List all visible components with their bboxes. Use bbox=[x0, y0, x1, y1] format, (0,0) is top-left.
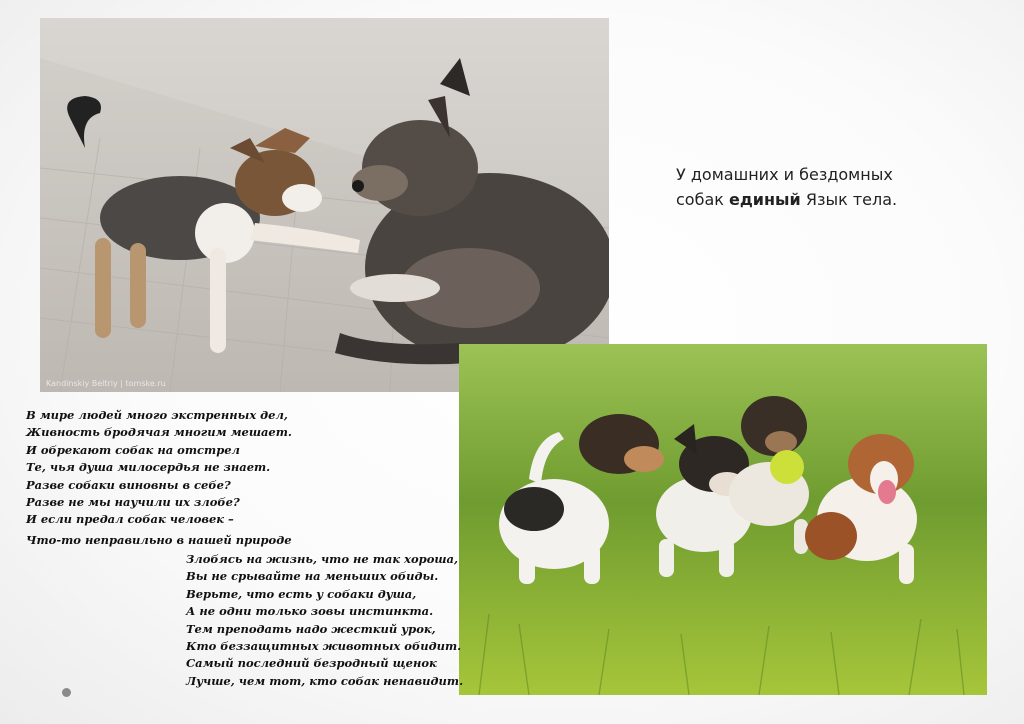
poem-part-1 bbox=[26, 407, 292, 549]
poem-line: Верьте, что есть у собаки душа, bbox=[186, 586, 417, 601]
caption-line-1: У домашних и бездомных bbox=[676, 165, 893, 184]
poem-line: В мире людей много экстренных дел, bbox=[26, 408, 288, 422]
poem-line: Лучше, чем тот, кто собак ненавидит. bbox=[186, 673, 464, 688]
poem-line: Самый последний безродный щенок bbox=[186, 656, 437, 671]
slide-bullet-dot bbox=[62, 688, 71, 697]
poem-line: И если предал собак человек – bbox=[26, 512, 234, 527]
caption-text-a: собак bbox=[676, 190, 730, 209]
poem-line: И обрекают собак на отстрел bbox=[26, 442, 240, 457]
photo-dogs-running bbox=[459, 344, 987, 695]
poem-line: Вы не срывайте на меньших обиды. bbox=[186, 569, 439, 584]
poem-line: Разве собаки виновны в себе? bbox=[26, 477, 231, 492]
poem-part-2 bbox=[186, 551, 463, 690]
poem-line: Тем преподать надо жесткий урок, bbox=[186, 621, 436, 636]
caption-text-b: Язык тела. bbox=[800, 190, 898, 209]
poem-line: Что-то неправильно в нашей природе bbox=[26, 532, 292, 547]
photo-puppy-and-dog-image bbox=[40, 18, 609, 392]
caption-bold-word: единый bbox=[729, 190, 801, 209]
poem-line: Разве не мы научили их злобе? bbox=[26, 494, 240, 509]
caption bbox=[676, 162, 976, 212]
tennis-ball bbox=[770, 450, 804, 484]
caption-line-2 bbox=[676, 187, 976, 212]
poem-line: Те, чья душа милосердья не знает. bbox=[26, 460, 271, 475]
poem-line: Злобясь на жизнь, что не так хороша, bbox=[186, 552, 458, 566]
poem-line: А не одни только зовы инстинкта. bbox=[186, 604, 434, 619]
photo-dogs-running-image bbox=[459, 344, 987, 695]
poem-line: Кто беззащитных животных обидит. bbox=[186, 638, 462, 653]
photo-puppy-and-dog bbox=[40, 18, 609, 392]
poem-line: Живность бродячая многим мешает. bbox=[26, 425, 292, 440]
photo-watermark: Kandinskiy Beltriy | tomske.ru bbox=[46, 379, 166, 388]
